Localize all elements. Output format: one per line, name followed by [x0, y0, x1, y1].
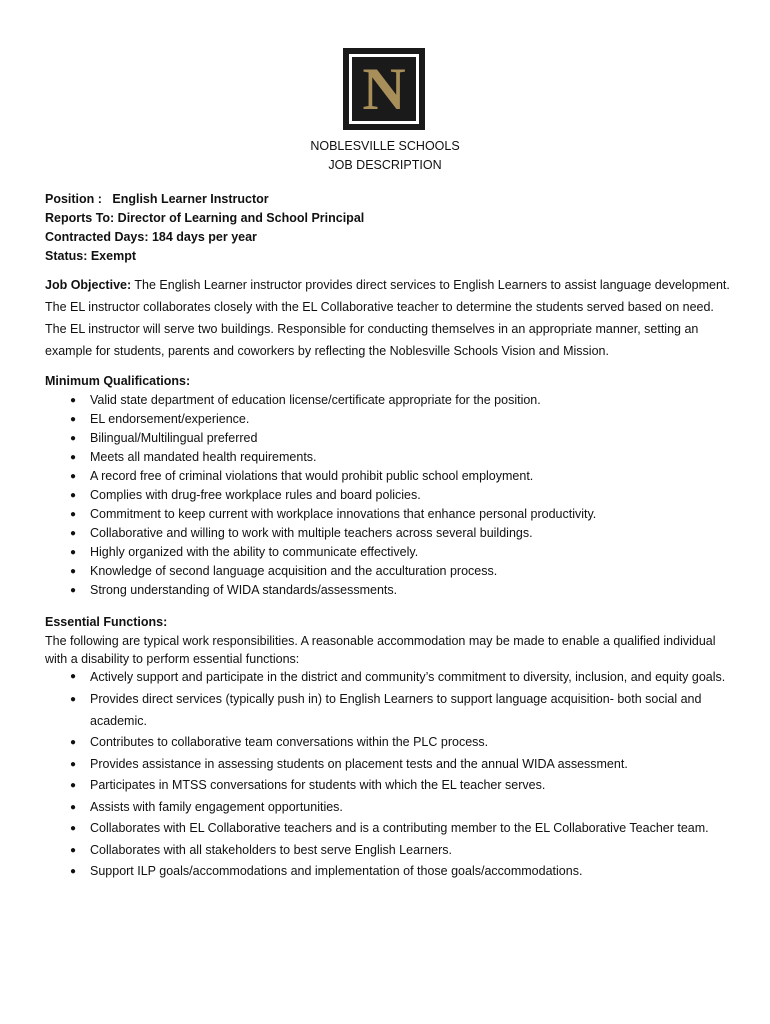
- list-item-text: Highly organized with the ability to communicate effectively.: [90, 545, 419, 559]
- list-item: [45, 391, 735, 410]
- list-item-text: EL endorsement/experience.: [90, 412, 250, 426]
- list-item-text: Assists with family engagement opportunities.: [90, 799, 343, 814]
- list-item: [45, 732, 735, 754]
- bullet-icon: ●: [70, 844, 77, 856]
- bullet-icon: ●: [70, 780, 77, 791]
- job-objective-text: The English Learner instructor provides direct services to English Learners to assist language development. The EL instructor collaborates closely with the EL Collaborative teacher to determine the students served based on need. The EL instructor will serve two buildings. Responsible for conducting themselves in an appropriate manner, setting an example for students, parents and coworkers by reflecting the Noblesville Schools Vision and Mission.: [45, 278, 730, 358]
- essential-functions-intro: The following are typical work responsibilities. A reasonable accommodation may be made to enable a qualified individual with a disability to perform essential functions:: [45, 634, 716, 666]
- list-item: [45, 754, 735, 776]
- document-body: [45, 190, 735, 883]
- bullet-icon: ●: [70, 433, 77, 444]
- list-item: [45, 524, 735, 543]
- min-qual-title: Minimum Qualifications:: [45, 374, 191, 388]
- position-line: Position : English Learner Instructor: [45, 192, 269, 206]
- org-name: NOBLESVILLE SCHOOLS: [310, 139, 460, 153]
- list-item: [45, 429, 735, 448]
- list-item-text: Contributes to collaborative team conversations within the PLC process.: [90, 735, 489, 749]
- list-item: [45, 689, 735, 732]
- bullet-icon: ●: [70, 566, 77, 577]
- list-item: [45, 840, 735, 862]
- bullet-icon: ●: [70, 737, 77, 748]
- bullet-icon: ●: [70, 471, 77, 482]
- job-objective: [45, 274, 735, 362]
- bullet-icon: ●: [70, 823, 77, 834]
- list-item-text: Provides direct services (typically push in) to English Learners to support language acquisition- both social and academic.: [90, 692, 702, 728]
- bullet-icon: ●: [70, 866, 77, 877]
- essential-functions-list: [45, 668, 735, 883]
- list-item: [45, 668, 735, 686]
- bullet-icon: ●: [70, 528, 77, 539]
- list-item-text: Collaborates with all stakeholders to best serve English Learners.: [90, 842, 452, 857]
- doc-type: JOB DESCRIPTION: [328, 158, 442, 172]
- list-item-text: Complies with drug-free workplace rules and board policies.: [90, 488, 421, 502]
- list-item-text: Actively support and participate in the district and community’s commitment to diversity, inclusion, and equity goals.: [90, 670, 726, 684]
- list-item: [45, 581, 735, 600]
- list-item-text: Strong understanding of WIDA standards/assessments.: [90, 583, 398, 597]
- list-item: [45, 797, 735, 819]
- noblesville-logo: [343, 48, 425, 130]
- list-item: [45, 861, 735, 883]
- list-item: [45, 818, 735, 840]
- contracted-days-line: Contracted Days: 184 days per year: [45, 230, 257, 244]
- logo-letter: N: [362, 56, 406, 122]
- list-item: [45, 775, 735, 797]
- bullet-icon: ●: [70, 585, 77, 596]
- bullet-icon: ●: [70, 547, 77, 558]
- list-item: [45, 505, 735, 524]
- bullet-icon: ●: [70, 758, 77, 770]
- reports-to-line: Reports To: Director of Learning and School Principal: [45, 211, 365, 225]
- bullet-icon: ●: [70, 509, 77, 520]
- list-item: [45, 467, 735, 486]
- minimum-qualifications: [45, 372, 735, 600]
- list-item: [45, 562, 735, 581]
- list-item-text: Participates in MTSS conversations for students with which the EL teacher serves.: [90, 778, 546, 792]
- list-item-text: Commitment to keep current with workplace innovations that enhance personal productivity.: [90, 507, 597, 521]
- list-item-text: Provides assistance in assessing students on placement tests and the annual WIDA assessment.: [90, 756, 628, 771]
- job-objective-label: Job Objective:: [45, 278, 132, 292]
- document-header: [0, 137, 770, 175]
- list-item: [45, 410, 735, 429]
- list-item-text: Knowledge of second language acquisition and the acculturation process.: [90, 564, 498, 578]
- essential-functions: [45, 613, 735, 883]
- list-item-text: Bilingual/Multilingual preferred: [90, 431, 258, 445]
- bullet-icon: ●: [70, 801, 77, 813]
- bullet-icon: ●: [70, 671, 77, 682]
- list-item: [45, 543, 735, 562]
- list-item: [45, 486, 735, 505]
- bullet-icon: ●: [70, 395, 77, 406]
- list-item: [45, 448, 735, 467]
- status-line: Status: Exempt: [45, 249, 136, 263]
- list-item-text: Meets all mandated health requirements.: [90, 450, 317, 464]
- bullet-icon: ●: [70, 694, 77, 705]
- list-item-text: Collaborative and willing to work with multiple teachers across several buildings.: [90, 526, 533, 540]
- bullet-icon: ●: [70, 490, 77, 501]
- list-item-text: Collaborates with EL Collaborative teachers and is a contributing member to the EL Collaborative Teacher team.: [90, 821, 709, 835]
- bullet-icon: ●: [70, 414, 77, 425]
- list-item-text: Support ILP goals/accommodations and implementation of those goals/accommodations.: [90, 864, 583, 878]
- bullet-icon: ●: [70, 452, 77, 463]
- essential-functions-title: Essential Functions:: [45, 615, 168, 629]
- min-qual-list: [45, 391, 735, 600]
- list-item-text: A record free of criminal violations that would prohibit public school employment.: [90, 469, 534, 483]
- logo-frame: [349, 54, 419, 124]
- list-item-text: Valid state department of education license/certificate appropriate for the position.: [90, 393, 541, 407]
